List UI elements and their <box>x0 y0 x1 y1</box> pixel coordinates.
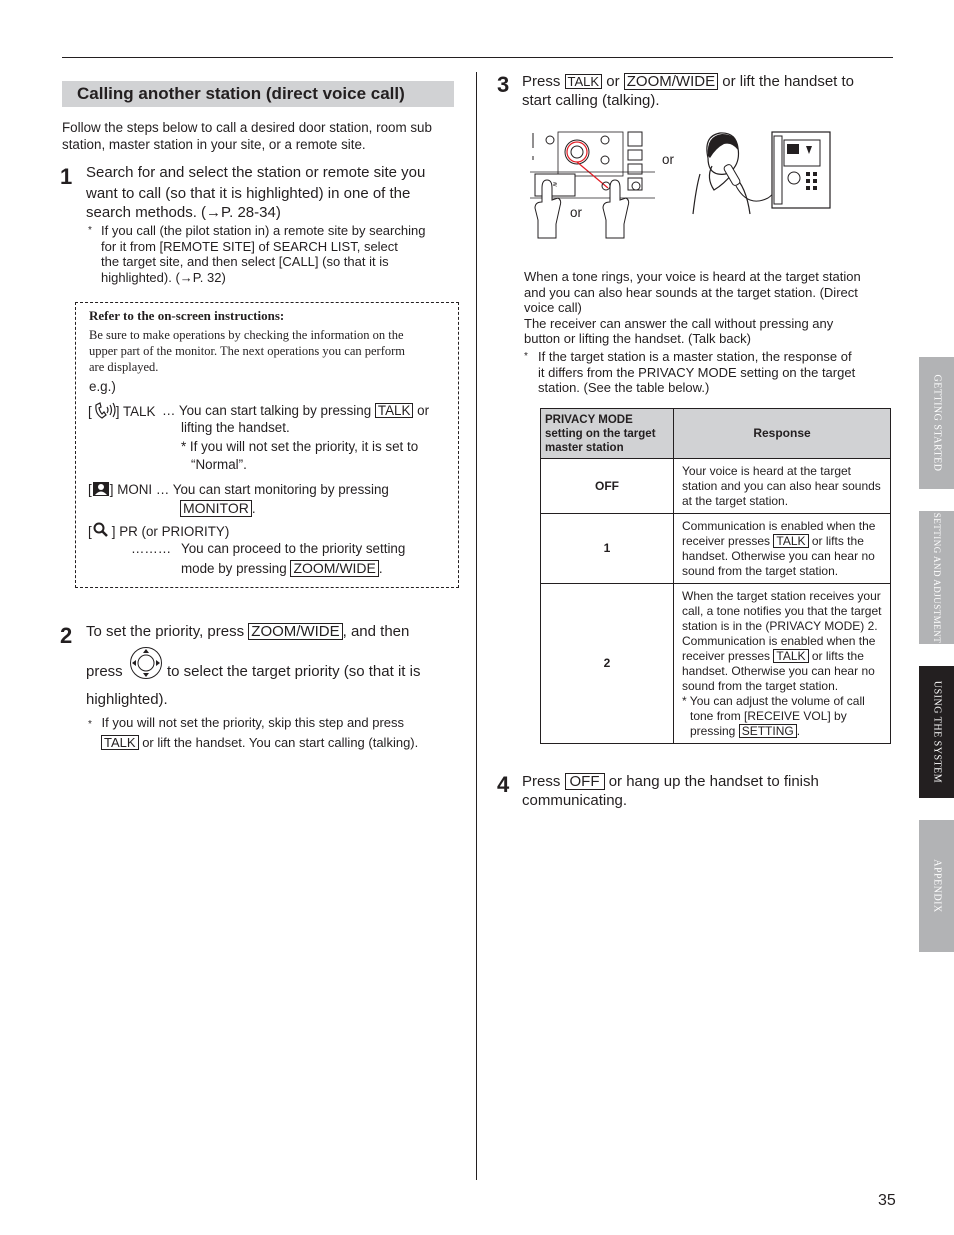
section-title: Calling another station (direct voice call) <box>62 81 454 107</box>
table-cell-response: Communication is enabled when the receiver presses TALK or lifts the handset. Otherwise you can hear no sound from the target station. <box>674 514 891 584</box>
step-3-text-2: start calling (talking). <box>522 92 660 109</box>
pr-entry: [ ] PR (or PRIORITY) <box>88 524 230 539</box>
step-2-note: * If you will not set the priority, skip this step and press <box>88 715 405 730</box>
talk-note: * If you will not set the priority, it is set to <box>181 439 419 454</box>
table-cell-mode: OFF <box>541 459 674 514</box>
zoom-wide-key: ZOOM/WIDE <box>290 560 378 577</box>
talk-key: TALK <box>375 403 414 418</box>
talk-desc: … You can start talking by pressing TALK or <box>162 403 430 418</box>
tab-appendix[interactable]: APPENDIX <box>919 820 954 952</box>
step-2-number: 2 <box>60 623 73 648</box>
tab-getting-started[interactable]: GETTING STARTED <box>919 357 954 489</box>
talk-key: TALK <box>101 735 139 750</box>
off-key: OFF <box>565 773 605 790</box>
talk-icon <box>92 402 116 419</box>
table-header-response: Response <box>674 409 891 459</box>
pr-desc: You can proceed to the priority setting <box>181 541 406 556</box>
talk-note-2: “Normal”. <box>191 457 247 472</box>
talk-key: TALK <box>773 649 808 663</box>
person-with-handset-illustration <box>688 128 833 218</box>
setting-key: SETTING <box>739 724 797 738</box>
box-body: Be sure to make operations by checking the information on the upper part of the monitor. The next operations you can perform are displayed. <box>89 328 405 374</box>
table-header-mode: PRIVACY MODE setting on the target master station <box>541 409 674 459</box>
step-4-text-2: communicating. <box>522 792 628 809</box>
master-station-panel-illustration <box>530 128 660 243</box>
monitor-key: MONITOR <box>180 500 252 517</box>
pr-desc-2: mode by pressing ZOOM/WIDE . <box>181 560 383 576</box>
step-1-text: Search for and select the station or remote site you want to call (so that it is highlighted) in one of the search methods. (→P. 28-34) <box>86 164 426 221</box>
step-4-text: Press OFF or hang up the handset to finish <box>522 773 819 790</box>
navigation-pad-icon <box>129 646 163 680</box>
moni-key-line: MONITOR . <box>180 500 256 517</box>
illustration-or-2: or <box>662 152 674 167</box>
table-row <box>541 514 891 584</box>
step-1-note: * If you call (the pilot station in) a remote site by searching for it from [REMOTE SITE] of SEARCH LIST, select the target site, and then select [CALL] (so that it is highlighted). (→P. 32) <box>88 223 426 285</box>
talk-entry: [ ] TALK <box>88 404 156 419</box>
table-cell-response: When the target station receives your call, a tone notifies you that the target station is in the (PRIVACY MODE) 2. Communication is enabled when the receiver presses TALK or lifts the handset. Otherwise you can hear no sound from the target station. * You can adjust the volume of call tone from [RECEIVE VOL] by pressing SETTING . <box>674 584 891 744</box>
step-1-number: 1 <box>60 164 73 189</box>
pr-dots: ……… <box>131 541 172 556</box>
talk-key: TALK <box>773 534 808 548</box>
page-number: 35 <box>878 1192 896 1209</box>
table-row <box>541 584 891 744</box>
intro-text: Follow the steps below to call a desired door station, room sub station, master station in your site, or a remote site. <box>62 120 432 152</box>
table-cell-mode: 1 <box>541 514 674 584</box>
zoom-wide-key: ZOOM/WIDE <box>624 73 718 90</box>
privacy-mode-table <box>540 408 891 744</box>
step-3-text: Press TALK or ZOOM/WIDE or lift the handset to <box>522 73 855 90</box>
box-title: Refer to the on-screen instructions: <box>89 308 285 323</box>
talk-key: TALK <box>565 74 603 89</box>
step-2-text-2: highlighted). <box>86 691 168 708</box>
column-divider <box>476 72 477 1180</box>
step-2-text: to select the target priority (so that it is <box>167 663 421 680</box>
table-cell-response: Your voice is heard at the target station and you can also hear sounds at the target station. <box>674 459 891 514</box>
step-4-number: 4 <box>497 772 510 797</box>
monitor-icon <box>92 481 110 497</box>
zoom-wide-key: ZOOM/WIDE <box>248 623 342 640</box>
moni-entry: [ ] MONI … You can start monitoring by pressing <box>88 482 389 497</box>
talk-desc-2: lifting the handset. <box>181 420 290 435</box>
tab-setting-and-adjustment[interactable]: SETTING AND ADJUSTMENT <box>919 511 954 644</box>
step-3-description: When a tone rings, your voice is heard at the target station and you can also hear sounds at the target station. (Direct voice call) The receiver can answer the call without pressing any button or lifting the handset. (Talk back) <box>524 269 861 346</box>
table-row <box>541 459 891 514</box>
step-2-note-2: TALK or lift the handset. You can start calling (talking). <box>101 734 418 751</box>
step-3-number: 3 <box>497 72 510 97</box>
box-eg: e.g.) <box>89 379 116 394</box>
table-header-row <box>541 409 891 459</box>
tab-using-the-system[interactable]: USING THE SYSTEM <box>919 666 954 798</box>
top-rule <box>62 57 893 58</box>
step-2-line-1: To set the priority, press ZOOM/WIDE , and then <box>86 623 410 640</box>
table-cell-mode: 2 <box>541 584 674 744</box>
step-2-press: press <box>86 663 123 680</box>
magnifier-icon <box>92 522 112 538</box>
illustration-or-1: or <box>570 205 582 220</box>
step-3-note: * If the target station is a master station, the response of it differs from the PRIVACY MODE setting on the target station. (See the table below.) <box>524 349 856 395</box>
svg-text:≷: ≷ <box>552 182 558 188</box>
